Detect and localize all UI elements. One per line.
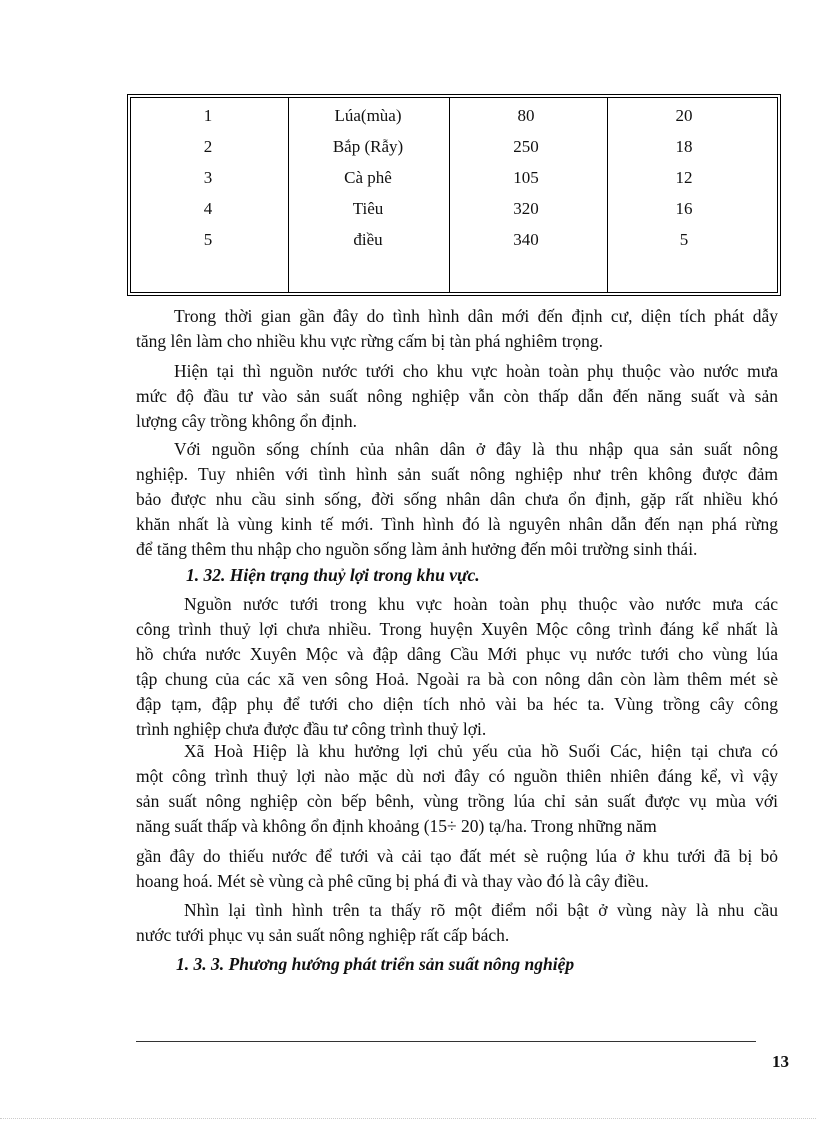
text-line: khăn nhất là vùng kinh tế mới. Tình hình đó là nguyên nhân dẫn đến nạn phá rừng	[136, 514, 778, 534]
crop-table	[127, 94, 781, 296]
text-line: mức độ đầu tư vào sản suất nông nghiệp vẫn còn thấp dẫn đến năng suất và sản	[136, 386, 778, 406]
text-line: công trình thuỷ lợi chưa nhiều. Trong huyện Xuyên Mộc công trình đáng kể nhất là	[136, 619, 778, 639]
text-line: trình nghiệp chưa được đầu tư công trình thuỷ lợi.	[136, 719, 487, 739]
paragraph-nhin-lai	[136, 898, 778, 948]
crop-name-cell: điều	[353, 230, 383, 249]
yield-cell: 16	[675, 199, 693, 218]
yield-cell: 18	[675, 137, 693, 156]
area-cell: 105	[513, 168, 539, 187]
text-line: lượng cây trồng không ổn định.	[136, 411, 357, 431]
text-line: nước tưới phục vụ sản suất nông nghiệp rất cấp bách.	[136, 925, 510, 945]
crop-name-cell: Bắp (Rẫy)	[332, 137, 404, 156]
text-line: năng suất thấp và không ổn định khoảng (15÷ 20) tạ/ha. Trong những năm	[136, 816, 657, 836]
section-heading-thuy-loi: 1. 32. Hiện trạng thuỷ lợi trong khu vực.	[186, 565, 480, 585]
text-line: Nhìn lại tình hình trên ta thấy rõ một điểm nổi bật ở vùng này là nhu cầu	[184, 900, 778, 920]
row-number-cell: 1	[203, 106, 213, 125]
table-column-divider	[288, 98, 289, 292]
paragraph-nguon-nuoc	[136, 359, 778, 434]
footer-rule	[136, 1041, 756, 1042]
text-line: một công trình thuỷ lợi nào mặc dù nơi đây có nguồn thiên nhiên đáng kể, vì vậy	[136, 766, 778, 786]
yield-cell: 5	[679, 230, 689, 249]
page-number: 13	[772, 1052, 789, 1071]
crop-name-cell: Tiêu	[352, 199, 384, 218]
text-line: Xã Hoà Hiệp là khu hưởng lợi chủ yếu của hồ Suối Các, hiện tại chưa có	[184, 741, 778, 761]
row-number-cell: 2	[203, 137, 213, 156]
text-line: nghiệp. Tuy nhiên với tình hình sản suất nông nghiệp như trên không được đảm	[136, 464, 778, 484]
row-number-cell: 3	[203, 168, 213, 187]
text-line: tập chung của các xã ven sông Hoả. Ngoài ra bà con nông dân còn làm thêm mét sè	[136, 669, 778, 689]
text-line: Với nguồn sống chính của nhân dân ở đây là thu nhập qua sản suất nông	[174, 439, 778, 459]
text-line: để tăng thêm thu nhập cho nguồn sống làm ảnh hưởng đến môi trường sinh thái.	[136, 539, 698, 559]
crop-name-cell: Cà phê	[344, 168, 392, 187]
text-line: tăng lên làm cho nhiều khu vực rừng cấm bị tàn phá nghiêm trọng.	[136, 331, 604, 351]
paragraph-dan-moi	[136, 304, 778, 354]
row-number-cell: 5	[203, 230, 213, 249]
table-column-divider	[607, 98, 608, 292]
yield-cell: 20	[675, 106, 693, 125]
paragraph-nguon-song	[136, 437, 778, 562]
yield-cell: 12	[675, 168, 693, 187]
page-edge-dots	[0, 1118, 816, 1120]
text-line: hoang hoá. Mét sè vùng cà phê cũng bị phá đi và thay vào đó là cây điều.	[136, 871, 649, 891]
area-cell: 320	[513, 199, 539, 218]
section-heading-phuong-huong: 1. 3. 3. Phương hướng phát triển sản suất nông nghiệp	[176, 954, 575, 974]
text-line: sản suất nông nghiệp còn bếp bênh, vùng trồng lúa chỉ sản suất được vụ mùa với	[136, 791, 778, 811]
text-line: gần đây do thiếu nước để tưới và cải tạo đất mét sè ruộng lúa ở khu tưới đã bị bỏ	[136, 846, 778, 866]
paragraph-hoa-hiep	[136, 739, 778, 839]
area-cell: 340	[513, 230, 539, 249]
area-cell: 250	[513, 137, 539, 156]
text-line: Hiện tại thì nguồn nước tưới cho khu vực hoàn toàn phụ thuộc vào nước mưa	[174, 361, 778, 381]
text-line: bảo được nhu cầu sinh sống, đời sống nhân dân chưa ổn định, gặp rất nhiều khó	[136, 489, 778, 509]
text-line: Trong thời gian gần đây do tình hình dân mới đến định cư, diện tích phát dẫy	[174, 306, 778, 326]
text-line: đập tạm, đập phụ để tưới cho diện tích nhỏ vài ba héc ta. Vùng trồng cây công	[136, 694, 778, 714]
area-cell: 80	[517, 106, 535, 125]
text-line: hồ chứa nước Xuyên Mộc và đập dâng Cầu Mới phục vụ nước tưới cho vùng lúa	[136, 644, 778, 664]
text-line: Nguồn nước tưới trong khu vực hoàn toàn phụ thuộc vào nước mưa các	[184, 594, 778, 614]
table-column-divider	[449, 98, 450, 292]
crop-name-cell: Lúa(mùa)	[334, 106, 402, 125]
paragraph-thieu-nuoc	[136, 844, 778, 894]
paragraph-thuy-loi	[136, 592, 778, 742]
row-number-cell: 4	[203, 199, 213, 218]
